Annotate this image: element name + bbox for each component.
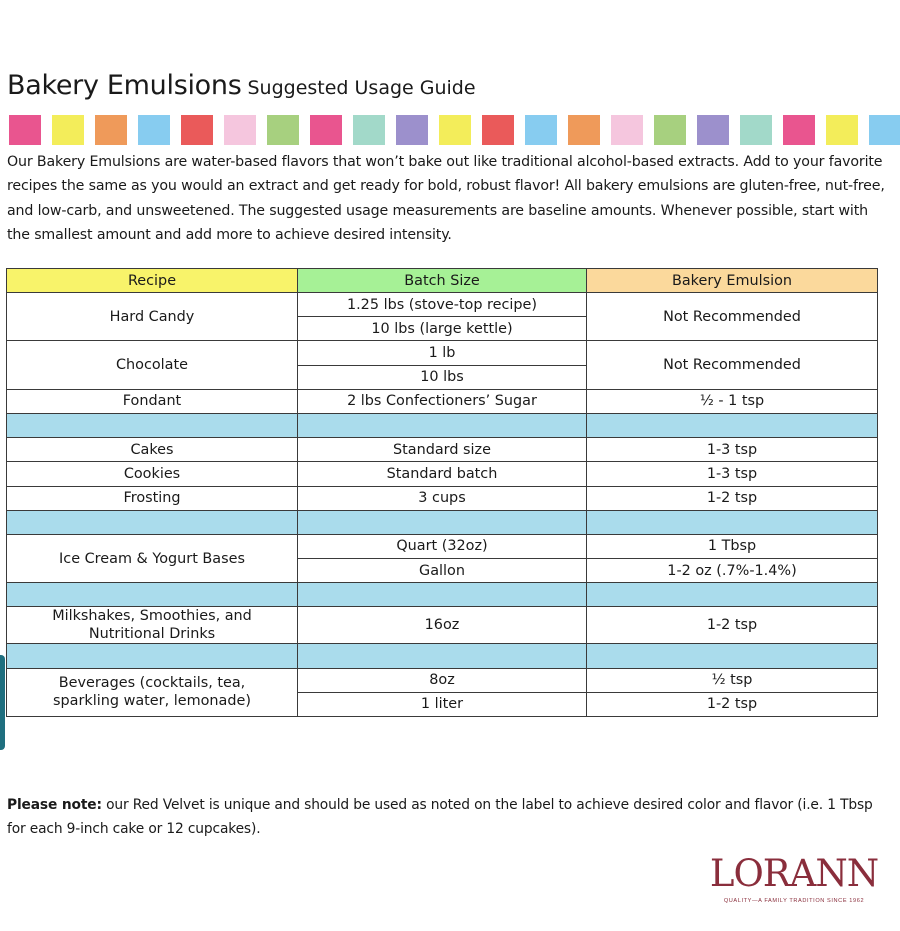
emulsion-cell: 1-3 tsp [587,462,878,486]
batch-cell: 16oz [298,607,587,644]
separator-cell [298,583,587,607]
separator-cell [7,510,298,534]
batch-cell: 10 lbs (large kettle) [298,317,587,341]
batch-cell: Standard size [298,438,587,462]
separator-cell [587,644,878,668]
table-row [7,341,878,365]
emulsion-cell: 1-2 oz (.7%-1.4%) [587,559,878,583]
batch-cell: 1 liter [298,692,587,716]
recipe-line: sparkling water, lemonade) [53,693,251,710]
table-row [7,293,878,317]
note-label: Please note: [7,797,102,813]
red-velvet-note [7,794,887,841]
table-header-row [7,269,878,293]
table-row [7,668,878,692]
separator-cell [587,510,878,534]
table-row [7,607,878,644]
lorann-logo [708,852,880,904]
recipe-line: Nutritional Drinks [88,626,216,643]
emulsion-cell: 1-2 tsp [587,486,878,510]
color-swatch [267,115,299,145]
color-swatch [783,115,815,145]
color-swatch [396,115,428,145]
batch-cell: 1 lb [298,341,587,365]
separator-cell [298,644,587,668]
recipe-cell [7,607,298,644]
emulsion-cell: Not Recommended [587,341,878,389]
table-row [7,462,878,486]
separator-row [7,644,878,668]
color-swatch [826,115,858,145]
emulsion-cell: ½ tsp [587,668,878,692]
separator-cell [587,413,878,437]
emulsion-cell: 1 Tbsp [587,534,878,558]
recipe-cell: Cakes [7,438,298,462]
batch-cell: Standard batch [298,462,587,486]
batch-cell: Quart (32oz) [298,534,587,558]
color-swatch [740,115,772,145]
color-swatch [611,115,643,145]
recipe-cell: Ice Cream & Yogurt Bases [7,534,298,582]
recipe-line: Milkshakes, Smoothies, and [52,608,252,625]
batch-cell: 1.25 lbs (stove-top recipe) [298,293,587,317]
batch-cell: Gallon [298,559,587,583]
color-swatch-strip [9,115,900,145]
batch-cell: 10 lbs [298,365,587,389]
header-recipe: Recipe [7,269,298,293]
recipe-cell [7,668,298,716]
separator-cell [587,583,878,607]
batch-cell: 2 lbs Confectioners’ Sugar [298,389,587,413]
color-swatch [654,115,686,145]
title-main: Bakery Emulsions [7,70,242,101]
color-swatch [9,115,41,145]
color-swatch [138,115,170,145]
color-swatch [353,115,385,145]
recipe-cell: Fondant [7,389,298,413]
emulsion-cell: 1-2 tsp [587,607,878,644]
table-row [7,534,878,558]
recipe-line: Beverages (cocktails, tea, [58,675,246,692]
logo-wordmark: LORANN [709,852,879,895]
guide-title [7,70,476,101]
color-swatch [697,115,729,145]
intro-paragraph: Our Bakery Emulsions are water-based flavors that won’t bake out like traditional alcohol-based extracts. Add to your favorite recipes the same as you would an extract and get ready for bold, robust flavor! All bakery emulsions are gluten-free, nut-free, and low-carb, and unsweetened. The suggested usage measurements are baseline amounts. Whenever possible, start with the smallest amount and add more to achieve desired intensity. [7,154,885,243]
separator-cell [7,583,298,607]
note-text: our Red Velvet is unique and should be used as noted on the label to achieve desired color and flavor (i.e. 1 Tbsp for each 9-inch cake or 12 cupcakes). [7,797,873,837]
color-swatch [525,115,557,145]
separator-cell [7,413,298,437]
recipe-cell: Frosting [7,486,298,510]
separator-cell [7,644,298,668]
emulsion-cell: ½ - 1 tsp [587,389,878,413]
color-swatch [568,115,600,145]
separator-row [7,583,878,607]
batch-cell: 3 cups [298,486,587,510]
color-swatch [482,115,514,145]
table-row [7,486,878,510]
color-swatch [310,115,342,145]
batch-cell: 8oz [298,668,587,692]
recipe-cell: Chocolate [7,341,298,389]
separator-cell [298,413,587,437]
recipe-cell: Cookies [7,462,298,486]
separator-row [7,413,878,437]
scroll-handle[interactable] [0,655,5,750]
header-batch-size: Batch Size [298,269,587,293]
color-swatch [224,115,256,145]
logo-tagline: QUALITY—A FAMILY TRADITION SINCE 1962 [723,898,865,904]
color-swatch [181,115,213,145]
emulsion-cell: 1-2 tsp [587,692,878,716]
emulsion-cell: 1-3 tsp [587,438,878,462]
header-bakery-emulsion: Bakery Emulsion [587,269,878,293]
usage-table [6,268,878,717]
color-swatch [95,115,127,145]
recipe-cell: Hard Candy [7,293,298,341]
color-swatch [52,115,84,145]
color-swatch [869,115,900,145]
table-row [7,389,878,413]
table-row [7,438,878,462]
color-swatch [439,115,471,145]
title-sub: Suggested Usage Guide [247,77,476,99]
emulsion-cell: Not Recommended [587,293,878,341]
separator-row [7,510,878,534]
separator-cell [298,510,587,534]
